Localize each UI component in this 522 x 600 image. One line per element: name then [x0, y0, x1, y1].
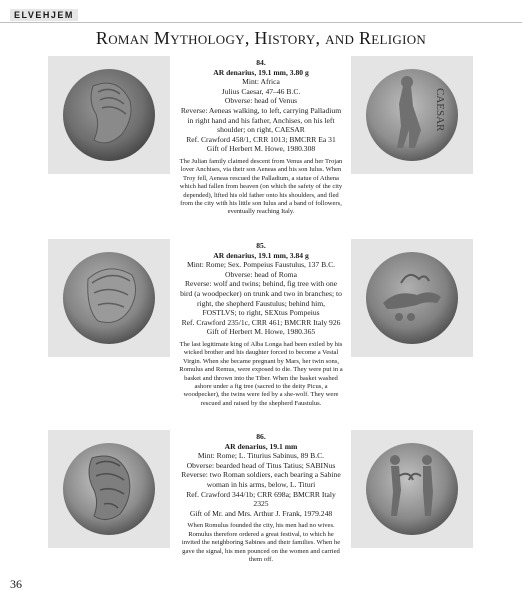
coin-detail-line: Ref. Crawford 235/1c, CRR 461; BMCRR Italy 926 [181, 317, 341, 327]
coin-detail-line: Mint: Rome; L. Titurius Sabinus, 89 B.C. [197, 451, 325, 461]
catalog-number: 85. [256, 241, 266, 250]
coin-85-info [179, 241, 343, 408]
coin-86-info [179, 432, 343, 564]
coin-description: When Romulus founded the city, his men had no wives. Romulus therefore ordered a great festival, to which he invited the neighboring Sabines and their families. When he gave the signal, his men pounced on the women and carried them off. [181, 522, 341, 563]
header-rule [0, 22, 522, 23]
coin-detail-line: Mint: Africa [242, 77, 280, 87]
coin-detail-line: Reverse: wolf and twins; behind, fig tree with one bird (a woodpecker) on trunk and two in branches; to right, the shepherd Faustulus; behind him, FOSTLVS; to right, SEXtus Pompeius [180, 279, 342, 318]
coin-detail-line: Gift of Herbert M. Howe, 1980.365 [206, 327, 316, 337]
catalog-number: 84. [256, 58, 266, 67]
coin-detail-line: Obverse: bearded head of Titus Tatius; SABINus [186, 460, 336, 470]
coin-title: AR denarius, 19.1 mm, 3.84 g [213, 250, 309, 260]
coin-detail-line: Reverse: two Roman soldiers, each bearing a Sabine woman in his arms, below, L. Tituri [181, 470, 341, 489]
coin-84-reverse-photo [351, 56, 473, 174]
running-head: ELVEHJEM [10, 9, 78, 21]
coin-84-obverse-photo [48, 56, 170, 174]
coin-detail-line: Obverse: head of Venus [224, 96, 298, 106]
coin-detail-line: Gift of Herbert M. Howe, 1980.308 [206, 144, 316, 154]
coin-85-reverse-photo [351, 239, 473, 357]
coin-detail-line: Gift of Mr. and Mrs. Arthur J. Frank, 1979.248 [189, 508, 333, 518]
coin-detail-line: Mint: Rome; Sex. Pompeius Faustulus, 137 B.C. [186, 260, 336, 270]
coin-description: The Julian family claimed descent from Venus and her Trojan lover Anchises, via their son Aeneas and his son Iulus. When Troy fell, Aeneas rescued the Palladium, a statue of Athena which had fallen from heaven (on which the safety of the city depended), lifted his old father onto his shoulders, and fled from the city with his little son Iulus and a band of followers, eventually reaching Italy. [179, 157, 343, 216]
coin-detail-line: Ref. Crawford 344/1b; CRR 698a; BMCRR Italy 2325 [186, 489, 336, 509]
reverse-legend: CAESAR [434, 88, 446, 132]
catalog-number: 86. [256, 432, 266, 441]
coin-86-obverse-photo [48, 430, 170, 548]
coin-86-reverse-photo [351, 430, 473, 548]
coin-title: AR denarius, 19.1 mm [224, 441, 298, 451]
coin-detail-line: Julius Caesar, 47–46 B.C. [221, 86, 301, 96]
coin-detail-line: Obverse: head of Roma [225, 269, 297, 279]
coin-description: The last legitimate king of Alba Longa had been exiled by his wicked brother and his daughter forced to become a Vestal Virgin. When she became pregnant by Mars, her twin sons, Romulus and Remus, were exposed to die. They were put in a basket and thrown into the Tiber. When the basket washed ashore under a fig tree (sacred to the deity Picus, a woodpecker), the twins were fed by a she-wolf. They were rescued and raised by the shepherd Faustulus. [179, 340, 343, 407]
coin-85-obverse-photo [48, 239, 170, 357]
coin-title: AR denarius, 19.1 mm, 3.80 g [213, 67, 309, 77]
coin-detail-line: Ref. Crawford 458/1, CRR 1013; BMCRR Ea 31 [186, 134, 336, 144]
coin-84-info [179, 58, 343, 217]
page-title: Roman Mythology, History, and Religion [95, 28, 427, 48]
page-number: 36 [10, 577, 22, 591]
coin-detail-line: Reverse: Aeneas walking, to left, carrying Palladium in right hand and his father, Anchises, on his left shoulder; on right, CAESAR [180, 105, 342, 135]
